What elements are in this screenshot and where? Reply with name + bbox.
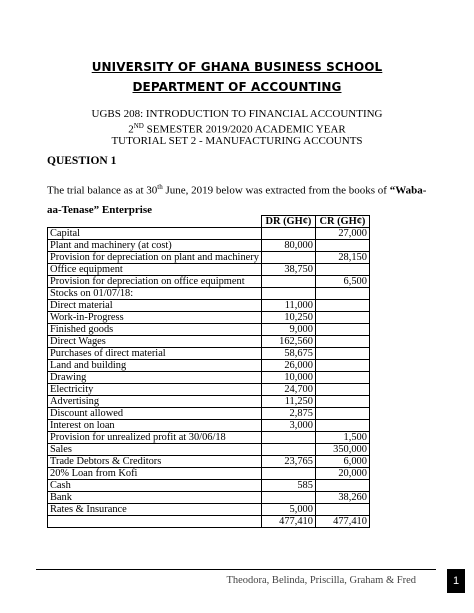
dr-cell: 9,000 xyxy=(261,324,315,336)
cr-cell xyxy=(315,336,369,348)
page-number: 1 xyxy=(447,569,465,593)
department-heading: DEPARTMENT OF ACCOUNTING xyxy=(132,80,342,94)
cr-cell: 27,000 xyxy=(315,228,369,240)
account-cell: Capital xyxy=(48,228,262,240)
account-cell: Cash xyxy=(48,480,262,492)
cr-cell: 6,000 xyxy=(315,456,369,468)
dr-cell: 58,675 xyxy=(261,348,315,360)
dr-cell: 10,000 xyxy=(261,372,315,384)
dr-cell: 11,250 xyxy=(261,396,315,408)
question-intro xyxy=(47,178,427,220)
cr-cell xyxy=(315,480,369,492)
account-cell: Trade Debtors & Creditors xyxy=(48,456,262,468)
dr-cell xyxy=(261,444,315,456)
cr-cell xyxy=(315,408,369,420)
account-cell: Advertising xyxy=(48,396,262,408)
account-cell: Provision for unrealized profit at 30/06/18 xyxy=(48,432,262,444)
semester-line xyxy=(0,122,474,136)
enterprise-name: “Waba-aa-Tenase” Enterprise xyxy=(47,184,427,216)
table-row xyxy=(48,288,370,300)
table-row xyxy=(48,372,370,384)
dr-cell: 11,000 xyxy=(261,300,315,312)
table-row xyxy=(48,456,370,468)
footer-divider xyxy=(36,569,436,570)
dr-cell: 5,000 xyxy=(261,504,315,516)
table-row xyxy=(48,384,370,396)
cr-cell xyxy=(315,504,369,516)
table-row xyxy=(48,444,370,456)
intro-text-a: The trial balance as at 30 xyxy=(47,184,158,197)
account-cell: Finished goods xyxy=(48,324,262,336)
account-cell: Electricity xyxy=(48,384,262,396)
dr-cell xyxy=(261,468,315,480)
cr-cell: 350,000 xyxy=(315,444,369,456)
dr-cell: 162,560 xyxy=(261,336,315,348)
dr-cell: 10,250 xyxy=(261,312,315,324)
dr-cell xyxy=(261,252,315,264)
dr-cell: 24,700 xyxy=(261,384,315,396)
cr-cell: 477,410 xyxy=(315,516,369,528)
dr-cell: 80,000 xyxy=(261,240,315,252)
dr-cell: 2,875 xyxy=(261,408,315,420)
cr-cell xyxy=(315,396,369,408)
table-row xyxy=(48,492,370,504)
cr-cell: 6,500 xyxy=(315,276,369,288)
intro-superscript: th xyxy=(157,183,163,191)
table-row xyxy=(48,312,370,324)
cr-cell xyxy=(315,372,369,384)
cr-cell: 38,260 xyxy=(315,492,369,504)
table-row xyxy=(48,360,370,372)
account-cell: Interest on loan xyxy=(48,420,262,432)
cr-cell xyxy=(315,384,369,396)
dr-cell xyxy=(261,288,315,300)
table-row xyxy=(48,408,370,420)
cr-cell xyxy=(315,420,369,432)
account-cell xyxy=(48,516,262,528)
question-title: QUESTION 1 xyxy=(47,155,117,167)
cr-cell xyxy=(315,312,369,324)
cr-cell xyxy=(315,300,369,312)
dr-cell: 477,410 xyxy=(261,516,315,528)
table-row xyxy=(48,240,370,252)
account-cell: Land and building xyxy=(48,360,262,372)
cr-header: CR (GH¢) xyxy=(315,216,369,228)
table-header-row xyxy=(48,216,370,228)
table-row xyxy=(48,252,370,264)
dr-cell: 585 xyxy=(261,480,315,492)
account-cell: Rates & Insurance xyxy=(48,504,262,516)
account-cell: Plant and machinery (at cost) xyxy=(48,240,262,252)
dr-cell: 3,000 xyxy=(261,420,315,432)
trial-balance-table xyxy=(47,215,370,528)
table-row xyxy=(48,264,370,276)
semester-superscript: ND xyxy=(133,122,144,130)
tutorial-title: TUTORIAL SET 2 - MANUFACTURING ACCOUNTS xyxy=(111,135,363,147)
table-row xyxy=(48,324,370,336)
cr-cell xyxy=(315,348,369,360)
account-cell: Provision for depreciation on plant and machinery xyxy=(48,252,262,264)
semester-text: SEMESTER 2019/2020 ACADEMIC YEAR xyxy=(143,123,346,136)
account-cell: Bank xyxy=(48,492,262,504)
account-cell: 20% Loan from Kofi xyxy=(48,468,262,480)
header-blank-cell xyxy=(48,216,262,228)
cr-cell xyxy=(315,288,369,300)
account-cell: Direct material xyxy=(48,300,262,312)
account-cell: Work-in-Progress xyxy=(48,312,262,324)
account-cell: Sales xyxy=(48,444,262,456)
intro-text-b: June, 2019 below was extracted from the books of xyxy=(162,184,390,197)
dr-cell: 26,000 xyxy=(261,360,315,372)
cr-cell xyxy=(315,360,369,372)
table-row xyxy=(48,420,370,432)
account-cell: Office equipment xyxy=(48,264,262,276)
table-row xyxy=(48,348,370,360)
dr-cell xyxy=(261,492,315,504)
table-row xyxy=(48,468,370,480)
dr-cell xyxy=(261,228,315,240)
table-row xyxy=(48,228,370,240)
dr-cell: 38,750 xyxy=(261,264,315,276)
cr-cell xyxy=(315,240,369,252)
account-cell: Drawing xyxy=(48,372,262,384)
table-row xyxy=(48,432,370,444)
table-row xyxy=(48,336,370,348)
account-cell: Stocks on 01/07/18: xyxy=(48,288,262,300)
cr-cell: 1,500 xyxy=(315,432,369,444)
account-cell: Provision for depreciation on office equipment xyxy=(48,276,262,288)
table-row xyxy=(48,276,370,288)
course-title: UGBS 208: INTRODUCTION TO FINANCIAL ACCOUNTING xyxy=(91,108,383,120)
dr-cell xyxy=(261,432,315,444)
semester-number: 2 xyxy=(128,123,134,136)
cr-cell: 20,000 xyxy=(315,468,369,480)
cr-cell: 28,150 xyxy=(315,252,369,264)
cr-cell xyxy=(315,324,369,336)
table-row xyxy=(48,396,370,408)
account-cell: Discount allowed xyxy=(48,408,262,420)
footer-authors: Theodora, Belinda, Priscilla, Graham & Fred xyxy=(226,575,416,586)
account-cell: Direct Wages xyxy=(48,336,262,348)
table-row xyxy=(48,480,370,492)
university-heading: UNIVERSITY OF GHANA BUSINESS SCHOOL xyxy=(91,60,383,74)
dr-cell: 23,765 xyxy=(261,456,315,468)
account-cell: Purchases of direct material xyxy=(48,348,262,360)
table-row xyxy=(48,300,370,312)
table-row xyxy=(48,504,370,516)
totals-row xyxy=(48,516,370,528)
dr-cell xyxy=(261,276,315,288)
cr-cell xyxy=(315,264,369,276)
dr-header: DR (GH¢) xyxy=(261,216,315,228)
